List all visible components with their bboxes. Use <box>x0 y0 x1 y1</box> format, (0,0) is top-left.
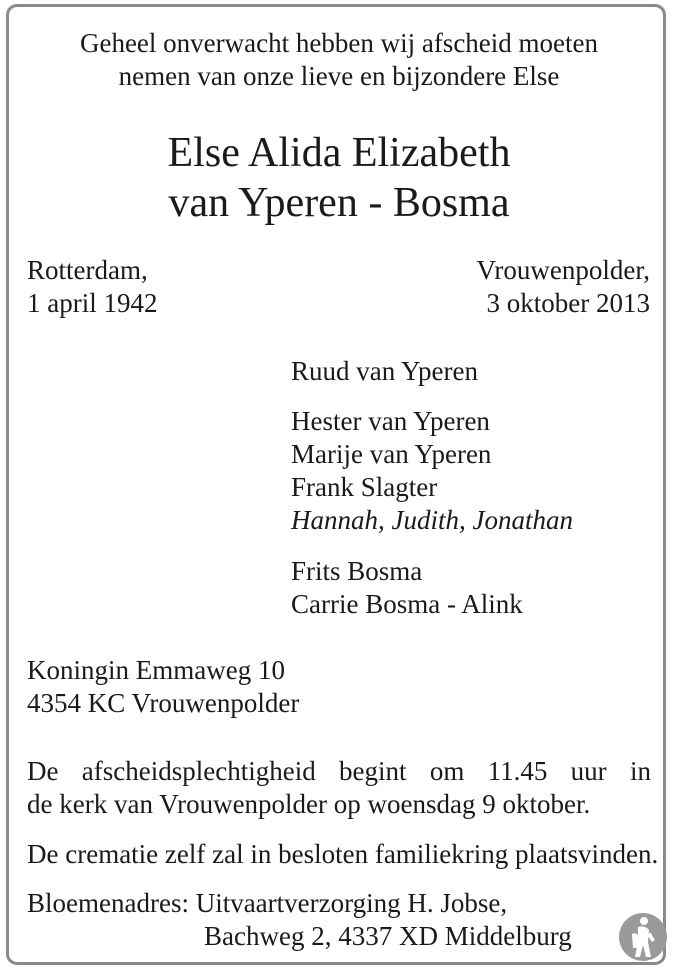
grandchildren: Hannah, Judith, Jonathan <box>291 505 573 535</box>
deceased-name-line-2: van Yperen - Bosma <box>168 180 510 226</box>
family-member: Ruud van Yperen <box>291 356 478 386</box>
ceremony-line-2: de kerk van Vrouwenpolder op woensdag 9 oktober. <box>27 789 591 819</box>
flowers-address-line-1: Bloemenadres: Uitvaartverzorging H. Jobse, <box>27 888 508 918</box>
address-street: Koningin Emmaweg 10 <box>27 655 285 685</box>
family-member: Frank Slagter <box>291 472 438 502</box>
deceased-name-line-1: Else Alida Elizabeth <box>167 130 511 176</box>
birth-date: 1 april 1942 <box>27 288 158 318</box>
ceremony-line-1: De afscheidsplechtigheid begint om 11.45 uur in <box>27 756 651 786</box>
intro-line-1: Geheel onverwacht hebben wij afscheid moeten <box>79 28 599 58</box>
funeral-service-logo-icon <box>618 912 668 962</box>
flowers-address-line-2: Bachweg 2, 4337 XD Middelburg <box>204 921 572 951</box>
cremation-notice: De crematie zelf zal in besloten familiekring plaatsvinden. <box>27 839 659 869</box>
death-date: 3 oktober 2013 <box>486 288 650 318</box>
birth-place: Rotterdam, <box>27 255 148 285</box>
family-member: Frits Bosma <box>291 556 423 586</box>
family-member: Marije van Yperen <box>291 439 492 469</box>
family-member: Carrie Bosma - Alink <box>291 589 523 619</box>
family-member: Hester van Yperen <box>291 406 490 436</box>
intro-line-2: nemen van onze lieve en bijzondere Else <box>118 61 560 91</box>
address-postal-city: 4354 KC Vrouwenpolder <box>27 688 300 718</box>
death-place: Vrouwenpolder, <box>476 255 650 285</box>
